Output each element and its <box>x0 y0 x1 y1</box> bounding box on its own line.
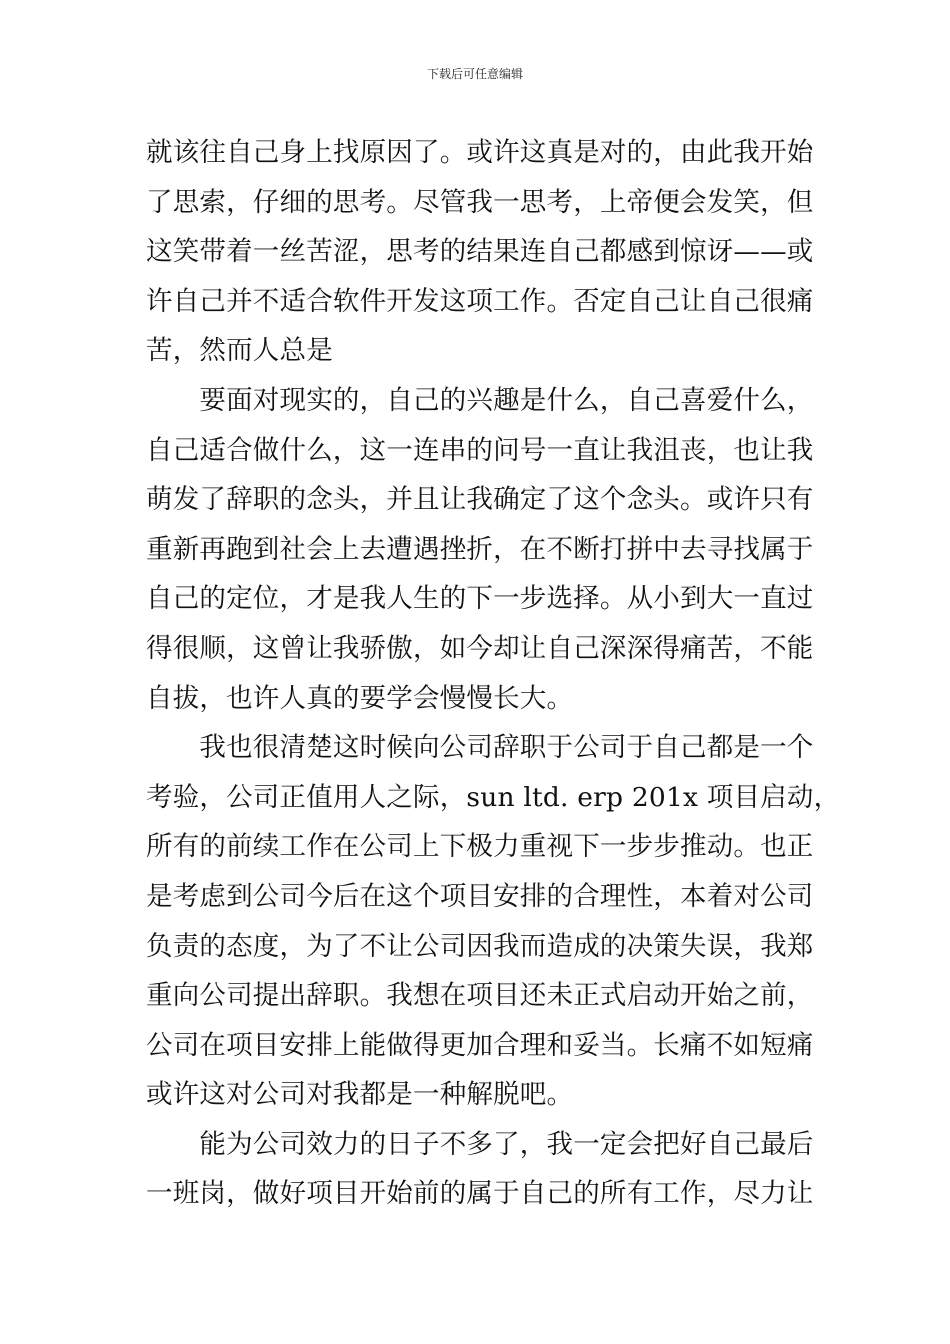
text-line: 就该往自己身上找原因了。或许这真是对的，由此我开始 <box>146 137 814 168</box>
text-line: 能为公司效力的日子不多了，我一定会把好自己最后 <box>146 1128 814 1160</box>
text-line: 这笑带着一丝苦涩，思考的结果连自己都感到惊讶——或 <box>146 236 814 268</box>
text-line: 自己的定位，才是我人生的下一步选择。从小到大一直过 <box>146 583 814 615</box>
text-line: 公司在项目安排上能做得更加合理和妥当。长痛不如短痛 <box>146 1029 814 1061</box>
paragraph-2 <box>146 376 814 723</box>
text-line: 苦，然而人总是 <box>146 335 333 367</box>
text-line: 或许这对公司对我都是一种解脱吧。 <box>146 1079 574 1111</box>
text-line: 我也很清楚这时候向公司辞职于公司于自己都是一个 <box>146 732 814 764</box>
text-line: 萌发了辞职的念头，并且让我确定了这个念头。或许只有 <box>146 484 814 516</box>
text-line: 是考虑到公司今后在这个项目安排的合理性，本着对公司 <box>146 880 814 912</box>
text-line: 许自己并不适合软件开发这项工作。否定自己让自己很痛 <box>146 285 814 317</box>
text-line: 要面对现实的，自己的兴趣是什么，自己喜爱什么， <box>146 384 814 416</box>
paragraph-3 <box>146 723 841 1120</box>
text-line: 得很顺，这曾让我骄傲，如今却让自己深深得痛苦，不能 <box>146 632 814 664</box>
page-header-note: 下载后可任意编辑 <box>426 67 523 81</box>
text-line: 考验，公司正值用人之际，sun ltd. erp 201x 项目启动， <box>146 781 841 813</box>
paragraph-1 <box>146 128 814 376</box>
text-line: 自己适合做什么，这一连串的问号一直让我沮丧，也让我 <box>146 434 814 466</box>
text-line: 了思索，仔细的思考。尽管我一思考，上帝便会发笑，但 <box>146 186 814 218</box>
document-body <box>146 128 841 1219</box>
text-line: 自拔，也许人真的要学会慢慢长大。 <box>146 682 574 714</box>
text-line: 重向公司提出辞职。我想在项目还未正式启动开始之前， <box>146 980 814 1012</box>
text-line: 重新再跑到社会上去遭遇挫折，在不断打拼中去寻找属于 <box>146 533 814 565</box>
text-line: 负责的态度，为了不让公司因我而造成的决策失误，我郑 <box>146 930 814 962</box>
text-line: 所有的前续工作在公司上下极力重视下一步步推动。也正 <box>146 831 814 863</box>
text-line: 一班岗，做好项目开始前的属于自己的所有工作，尽力让 <box>146 1178 814 1210</box>
paragraph-4 <box>146 1120 814 1219</box>
